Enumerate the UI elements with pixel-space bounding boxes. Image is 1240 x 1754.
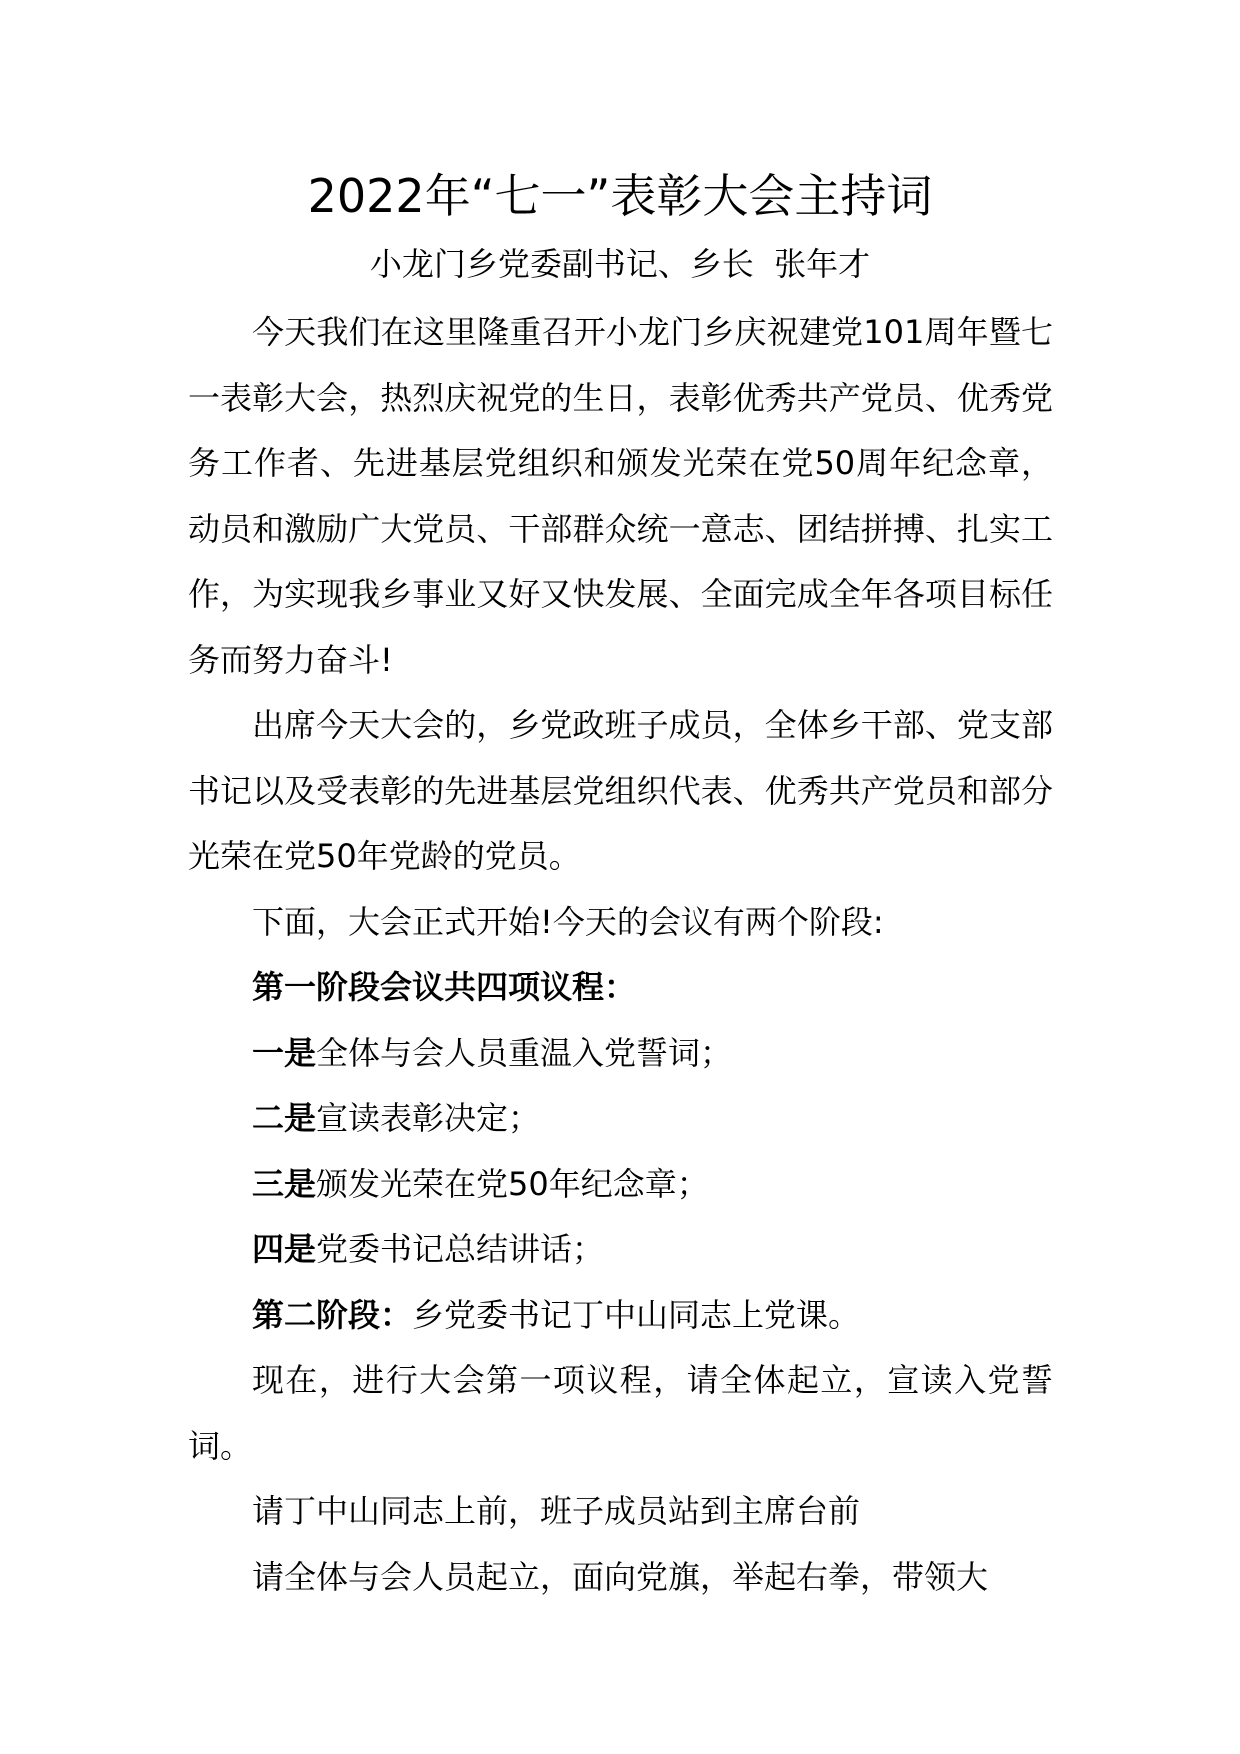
document-body — [188, 300, 1053, 1610]
agenda-item-3-label: 三是 — [252, 1164, 317, 1203]
paragraph-opening: 今天我们在这里隆重召开小龙门乡庆祝建党101周年暨七一表彰大会，热烈庆祝党的生日，表彰优秀共产党员、优秀党务工作者、先进基层党组织和颁发光荣在党50周年纪念章，动员和激励广大党员、干部群众统一意志、团结拼搏、扎实工作，为实现我乡事业又好又快发展、全面完成全年各项目标任务而努力奋斗! — [188, 313, 1053, 679]
agenda-item-4 — [188, 1217, 1053, 1283]
agenda-item-4-text: 党委书记总结讲话； — [316, 1230, 605, 1268]
document-title: 2022年“七一”表彰大会主持词 — [307, 169, 933, 223]
agenda-item-1-label: 一是 — [252, 1033, 317, 1072]
agenda-item-3-text: 颁发光荣在党50年纪念章； — [316, 1164, 709, 1203]
agenda-item-1-text: 全体与会人员重温入党誓词； — [316, 1033, 733, 1072]
stage-two-text: 乡党委书记丁中山同志上党课。 — [412, 1295, 861, 1334]
paragraph-stage-one-heading: 第一阶段会议共四项议程： — [252, 968, 637, 1006]
agenda-item-2 — [188, 1086, 1053, 1152]
paragraph-agenda-intro: 下面，大会正式开始!今天的会议有两个阶段: — [252, 902, 884, 941]
paragraph-attendees: 出席今天大会的，乡党政班子成员，全体乡干部、党支部书记以及受表彰的先进基层党组织代表、优秀共产党员和部分光荣在党50年党龄的党员。 — [188, 706, 1053, 875]
agenda-item-2-text: 宣读表彰决定； — [316, 1099, 541, 1137]
agenda-item-4-label: 四是 — [252, 1230, 317, 1268]
document-subtitle: 小龙门乡党委副书记、乡长 张年才 — [369, 245, 871, 283]
paragraph-leaders: 请丁中山同志上前，班子成员站到主席台前 — [252, 1492, 861, 1530]
paragraph-stage-two — [188, 1283, 1053, 1349]
paragraph-oath-intro: 现在，进行大会第一项议程，请全体起立，宣读入党誓词。 — [188, 1361, 1053, 1465]
agenda-item-3 — [188, 1152, 1053, 1218]
paragraph-stand-up: 请全体与会人员起立，面向党旗，举起右拳，带领大 — [252, 1557, 989, 1596]
agenda-item-2-label: 二是 — [252, 1099, 317, 1137]
stage-two-label: 第二阶段： — [252, 1295, 413, 1334]
agenda-item-1 — [188, 1021, 1053, 1087]
